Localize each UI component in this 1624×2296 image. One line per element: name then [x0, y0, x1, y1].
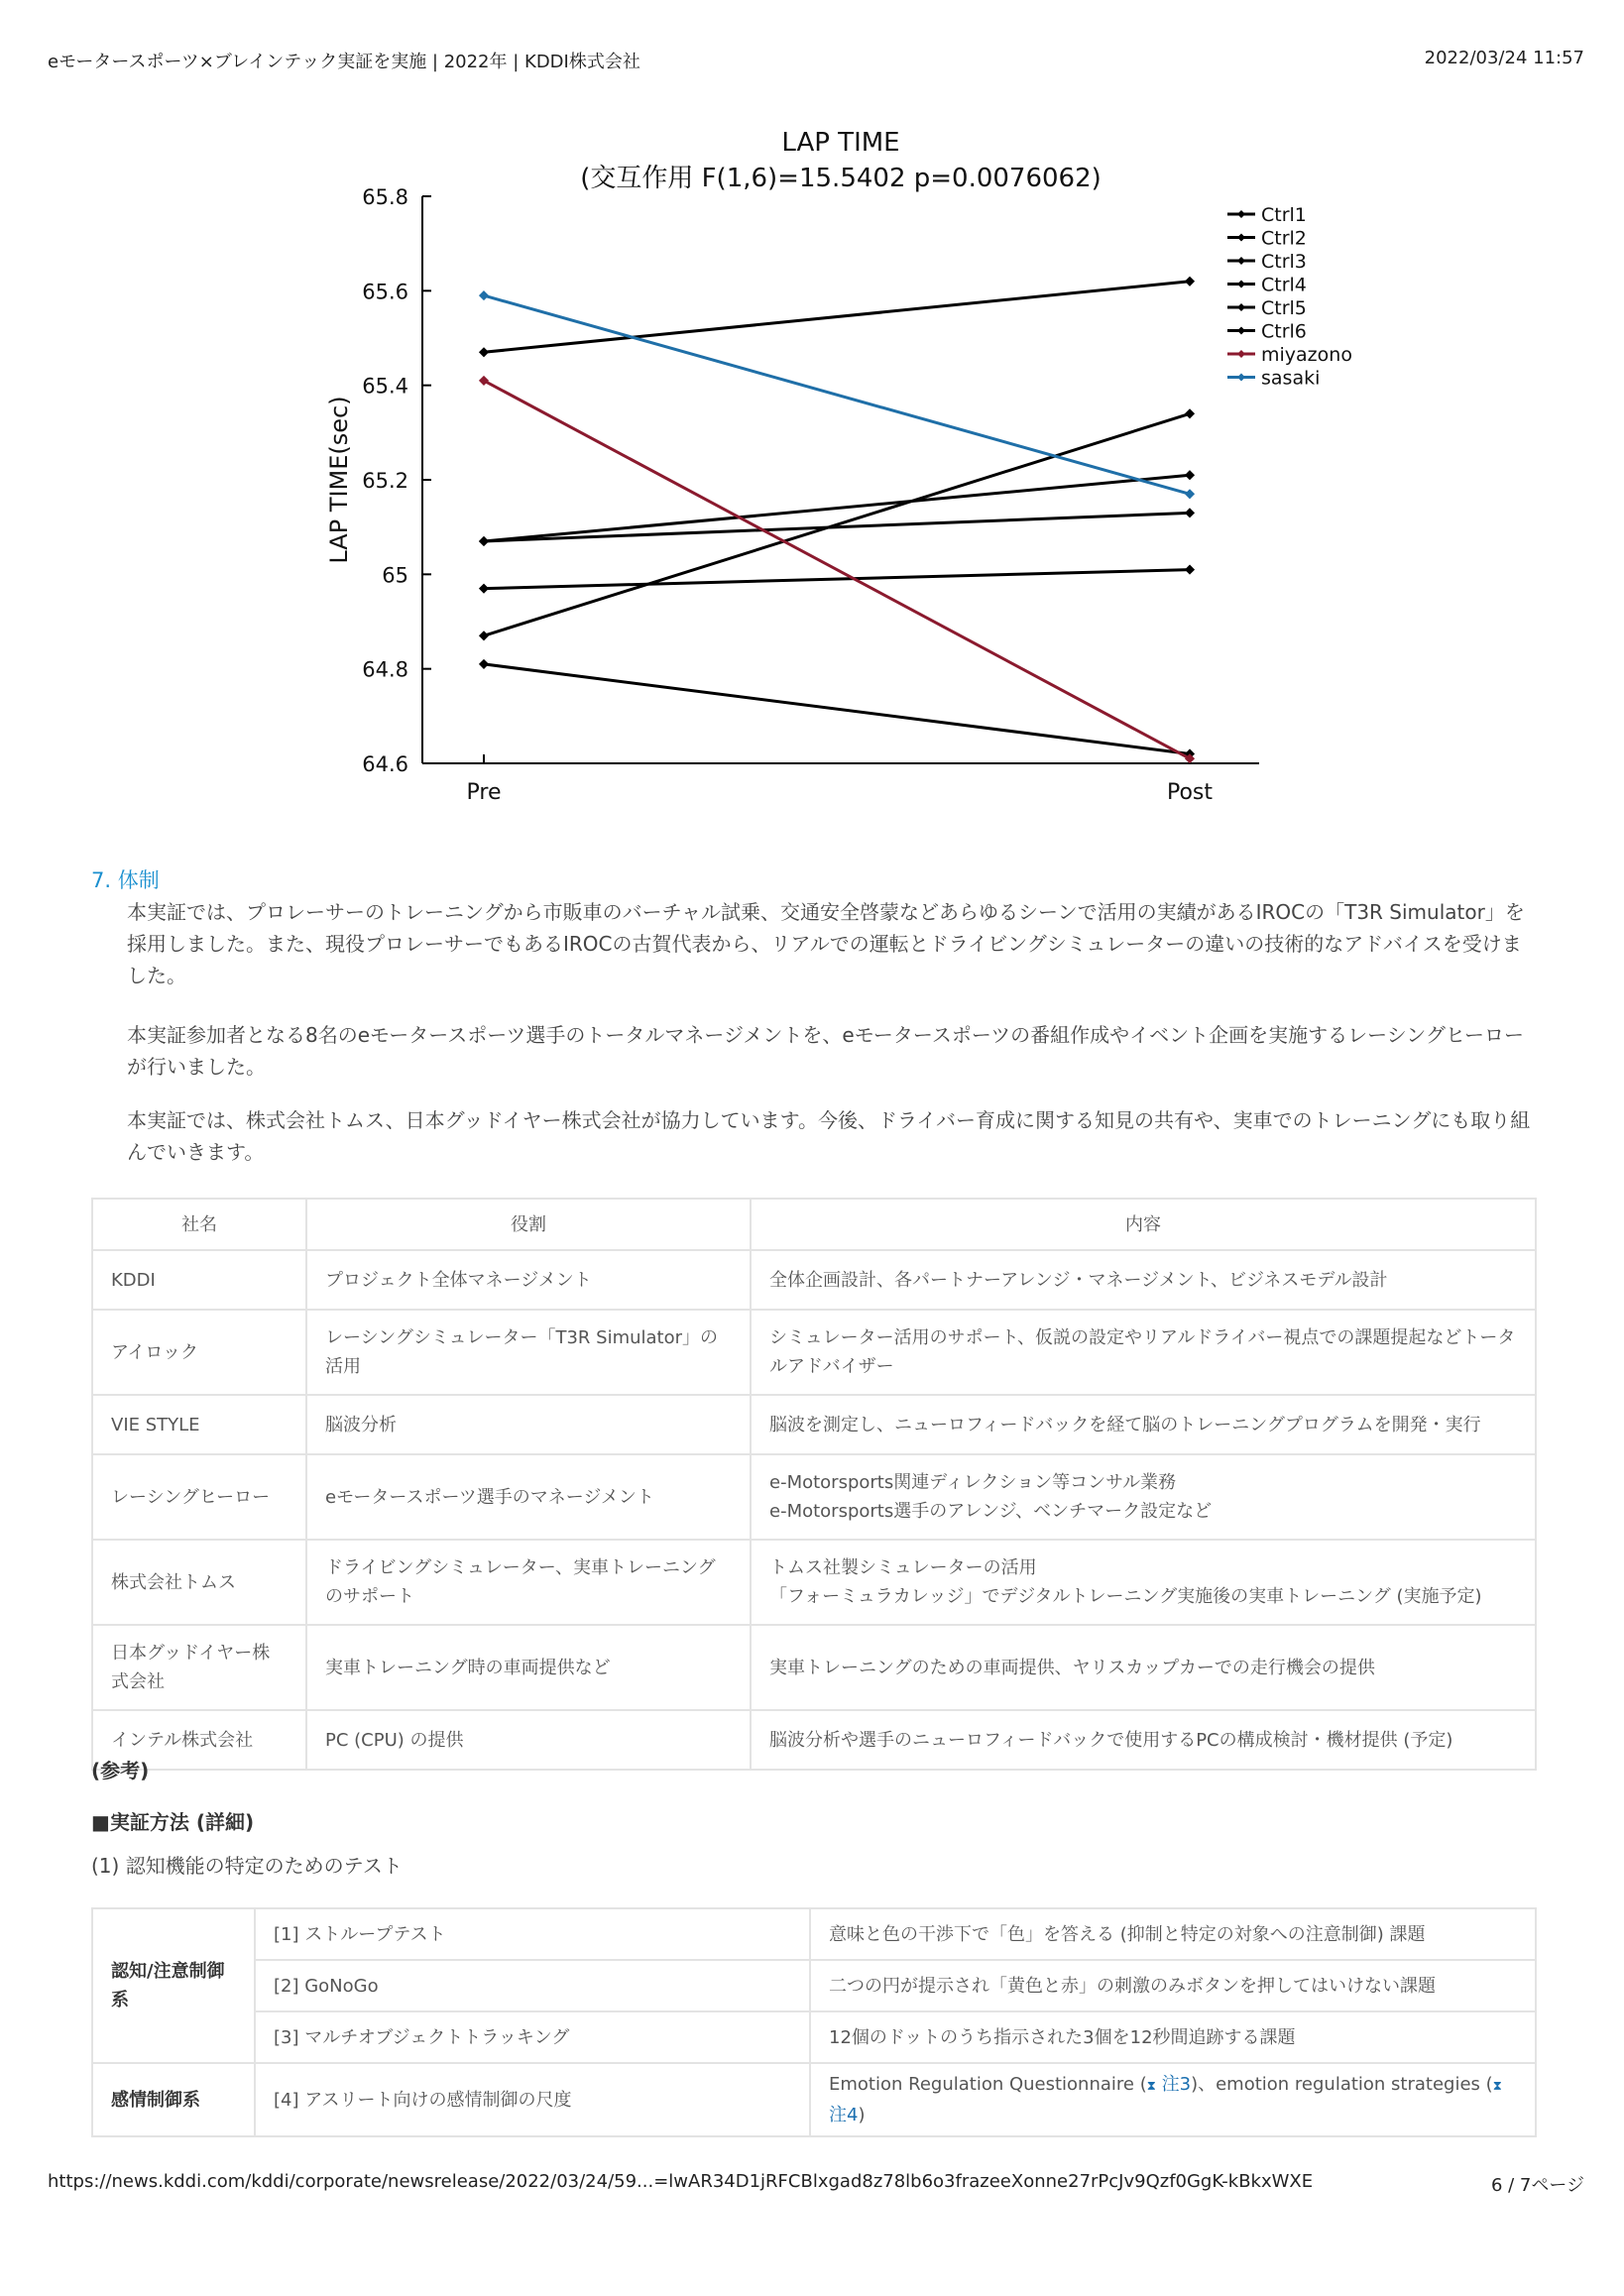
- page-footer-url: https://news.kddi.com/kddi/corporate/newsrelease/2022/03/24/59...=lwAR34D1jRFCBlxgad8z78lb6o3frazeeXonne27rPcJv9Qzf0GgK-kBkxWXE: [48, 2171, 1314, 2192]
- data-point-ctrl4: [480, 537, 488, 545]
- table-row: [92, 1908, 1536, 1960]
- table-row: [92, 1310, 1536, 1395]
- table-row: [92, 1710, 1536, 1770]
- y-tick-label: 65: [382, 563, 408, 588]
- company-cell: 株式会社トムス: [92, 1540, 306, 1625]
- legend-marker-sasaki: [1237, 374, 1245, 382]
- page-header-title: eモータースポーツ×ブレインテック実証を実施 | 2022年 | KDDI株式会社: [48, 52, 640, 72]
- test-description: 二つの円が提示され「黄色と赤」の刺激のみボタンを押してはいけない課題: [810, 1960, 1536, 2011]
- header-role: 役割: [306, 1199, 751, 1250]
- method-subheading: (1) 認知機能の特定のためのテスト: [91, 1854, 403, 1878]
- description-text: ): [858, 2105, 866, 2125]
- legend-label-miyazono: miyazono: [1261, 344, 1352, 366]
- role-cell: プロジェクト全体マネージメント: [306, 1250, 751, 1310]
- legend-label-ctrl1: Ctrl1: [1261, 204, 1307, 226]
- series-line-ctrl5: [484, 570, 1190, 589]
- table-row: [92, 1454, 1536, 1540]
- content-cell: シミュレーター活用のサポート、仮説の設定やリアルドライバー視点での課題提起などトータルアドバイザー: [751, 1310, 1536, 1395]
- description-text: )、emotion regulation strategies (: [1191, 2074, 1493, 2095]
- legend-marker-ctrl5: [1237, 303, 1245, 311]
- note-4-link[interactable]: 注4: [829, 2105, 859, 2125]
- content-cell: 全体企画設計、各パートナーアレンジ・マネージメント、ビジネスモデル設計: [751, 1250, 1536, 1310]
- role-cell: 実車トレーニング時の車両提供など: [306, 1625, 751, 1710]
- series-line-ctrl6: [484, 664, 1190, 754]
- series-line-miyazono: [484, 381, 1190, 758]
- data-point-ctrl5: [480, 585, 488, 593]
- legend-label-ctrl6: Ctrl6: [1261, 320, 1307, 343]
- section-paragraph-1: 本実証では、プロレーサーのトレーニングから市販車のバーチャル試乗、交通安全啓蒙などあらゆるシーンで活用の実績があるIROCの「T3R Simulator」を採用しました。また、現役プロレーサーでもあるIROCの古賀代表から、リアルでの運転とドライビングシミュレーターの違いの技術的なアドバイスを受けました。: [127, 900, 1525, 987]
- role-cell: レーシングシミュレーター「T3R Simulator」の活用: [306, 1310, 751, 1395]
- table-row: [92, 1960, 1536, 2011]
- header-content: 内容: [751, 1199, 1536, 1250]
- lap-time-chart: [297, 109, 1388, 823]
- legend-marker-ctrl2: [1237, 234, 1245, 242]
- legend-marker-ctrl3: [1237, 257, 1245, 265]
- y-tick-label: 65.6: [362, 280, 408, 304]
- company-cell: アイロック: [92, 1310, 306, 1395]
- company-cell: VIE STYLE: [92, 1395, 306, 1454]
- series-line-sasaki: [484, 295, 1190, 494]
- legend-marker-ctrl4: [1237, 281, 1245, 288]
- table-header-row: [92, 1199, 1536, 1250]
- y-tick-label: 64.8: [362, 657, 408, 682]
- test-item: [4] アスリート向けの感情制御の尺度: [255, 2063, 810, 2136]
- test-description: 12個のドットのうち指示された3個を12秒間追跡する課題: [810, 2011, 1536, 2063]
- content-cell: 脳波分析や選手のニューロフィードバックで使用するPCの構成検討・機材提供 (予定): [751, 1710, 1536, 1770]
- series-line-ctrl2: [484, 413, 1190, 635]
- legend-marker-ctrl1: [1237, 210, 1245, 218]
- table-row: [92, 1250, 1536, 1310]
- role-cell: ドライビングシミュレーター、実車トレーニングのサポート: [306, 1540, 751, 1625]
- x-tick-label: Pre: [466, 780, 502, 805]
- series-line-ctrl3: [484, 475, 1190, 541]
- method-heading: ■実証方法 (詳細): [91, 1810, 255, 1834]
- description-text: Emotion Regulation Questionnaire (: [829, 2074, 1147, 2095]
- note-icon: ⧗: [1492, 2079, 1502, 2094]
- data-point-ctrl3: [1186, 471, 1194, 479]
- legend-label-ctrl5: Ctrl5: [1261, 297, 1307, 319]
- company-cell: インテル株式会社: [92, 1710, 306, 1770]
- section-paragraph-2: 本実証参加者となる8名のeモータースポーツ選手のトータルマネージメントを、eモータースポーツの番組作成やイベント企画を実施するレーシングヒーローが行いました。: [127, 1023, 1525, 1079]
- table-row: [92, 1395, 1536, 1454]
- test-item: [1] ストループテスト: [255, 1908, 810, 1960]
- role-cell: PC (CPU) の提供: [306, 1710, 751, 1770]
- data-point-ctrl6: [480, 660, 488, 668]
- data-point-ctrl4: [1186, 509, 1194, 517]
- legend-label-ctrl3: Ctrl3: [1261, 251, 1307, 273]
- page-footer-number: 6 / 7ページ: [1490, 2175, 1584, 2196]
- test-table: [91, 1907, 1537, 2137]
- company-cell: 日本グッドイヤー株式会社: [92, 1625, 306, 1710]
- note-3-link[interactable]: 注3: [1161, 2074, 1192, 2095]
- legend-label-sasaki: sasaki: [1261, 367, 1321, 390]
- content-cell: e-Motorsports関連ディレクション等コンサル業務 e-Motorsports選手のアレンジ、ベンチマーク設定など: [751, 1454, 1536, 1540]
- y-axis-label: LAP TIME(sec): [325, 396, 353, 564]
- group-label-emotion: 感情制御系: [92, 2063, 255, 2136]
- series-line-ctrl1: [484, 282, 1190, 353]
- table-row: [92, 1625, 1536, 1710]
- note-icon: ⧗: [1146, 2079, 1156, 2094]
- table-row: [92, 1540, 1536, 1625]
- y-tick-label: 64.6: [362, 752, 408, 776]
- group-label-cognition: 認知/注意制御系: [92, 1908, 255, 2063]
- company-cell: レーシングヒーロー: [92, 1454, 306, 1540]
- section-paragraph-3: 本実証では、株式会社トムス、日本グッドイヤー株式会社が協力しています。今後、ドライバー育成に関する知見の共有や、実車でのトレーニングにも取り組んでいきます。: [127, 1108, 1531, 1164]
- legend-marker-ctrl6: [1237, 327, 1245, 335]
- company-cell: KDDI: [92, 1250, 306, 1310]
- series-line-ctrl4: [484, 513, 1190, 541]
- reference-label: (参考): [91, 1759, 150, 1782]
- y-tick-label: 65.2: [362, 469, 408, 493]
- data-point-ctrl1: [480, 348, 488, 356]
- table-row: [92, 2011, 1536, 2063]
- test-description: [810, 2063, 1536, 2136]
- role-cell: 脳波分析: [306, 1395, 751, 1454]
- content-cell: トムス社製シミュレーターの活用 「フォーミュラカレッジ」でデジタルトレーニング実施後の実車トレーニング (実施予定): [751, 1540, 1536, 1625]
- organization-table: [91, 1198, 1537, 1771]
- chart-subtitle: (交互作用 F(1,6)=15.5402 p=0.0076062): [580, 164, 1102, 193]
- data-point-sasaki: [480, 291, 488, 299]
- section-heading: 7. 体制: [91, 868, 160, 892]
- data-point-ctrl1: [1186, 278, 1194, 286]
- test-item: [3] マルチオブジェクトトラッキング: [255, 2011, 810, 2063]
- legend-label-ctrl2: Ctrl2: [1261, 227, 1307, 250]
- data-point-sasaki: [1186, 490, 1194, 498]
- y-tick-label: 65.8: [362, 185, 408, 209]
- data-point-ctrl2: [480, 631, 488, 639]
- table-row: [92, 2063, 1536, 2136]
- legend-label-ctrl4: Ctrl4: [1261, 274, 1307, 296]
- role-cell: eモータースポーツ選手のマネージメント: [306, 1454, 751, 1540]
- x-tick-label: Post: [1166, 780, 1214, 805]
- data-point-ctrl2: [1186, 409, 1194, 417]
- data-point-ctrl5: [1186, 566, 1194, 574]
- legend-marker-miyazono: [1237, 350, 1245, 358]
- chart-title: LAP TIME: [781, 128, 900, 158]
- content-cell: 脳波を測定し、ニューロフィードバックを経て脳のトレーニングプログラムを開発・実行: [751, 1395, 1536, 1454]
- y-tick-label: 65.4: [362, 374, 408, 399]
- test-description: 意味と色の干渉下で「色」を答える (抑制と特定の対象への注意制御) 課題: [810, 1908, 1536, 1960]
- content-cell: 実車トレーニングのための車両提供、ヤリスカップカーでの走行機会の提供: [751, 1625, 1536, 1710]
- header-company: 社名: [92, 1199, 306, 1250]
- page-header-datetime: 2022/03/24 11:57: [1424, 48, 1584, 68]
- test-item: [2] GoNoGo: [255, 1960, 810, 2011]
